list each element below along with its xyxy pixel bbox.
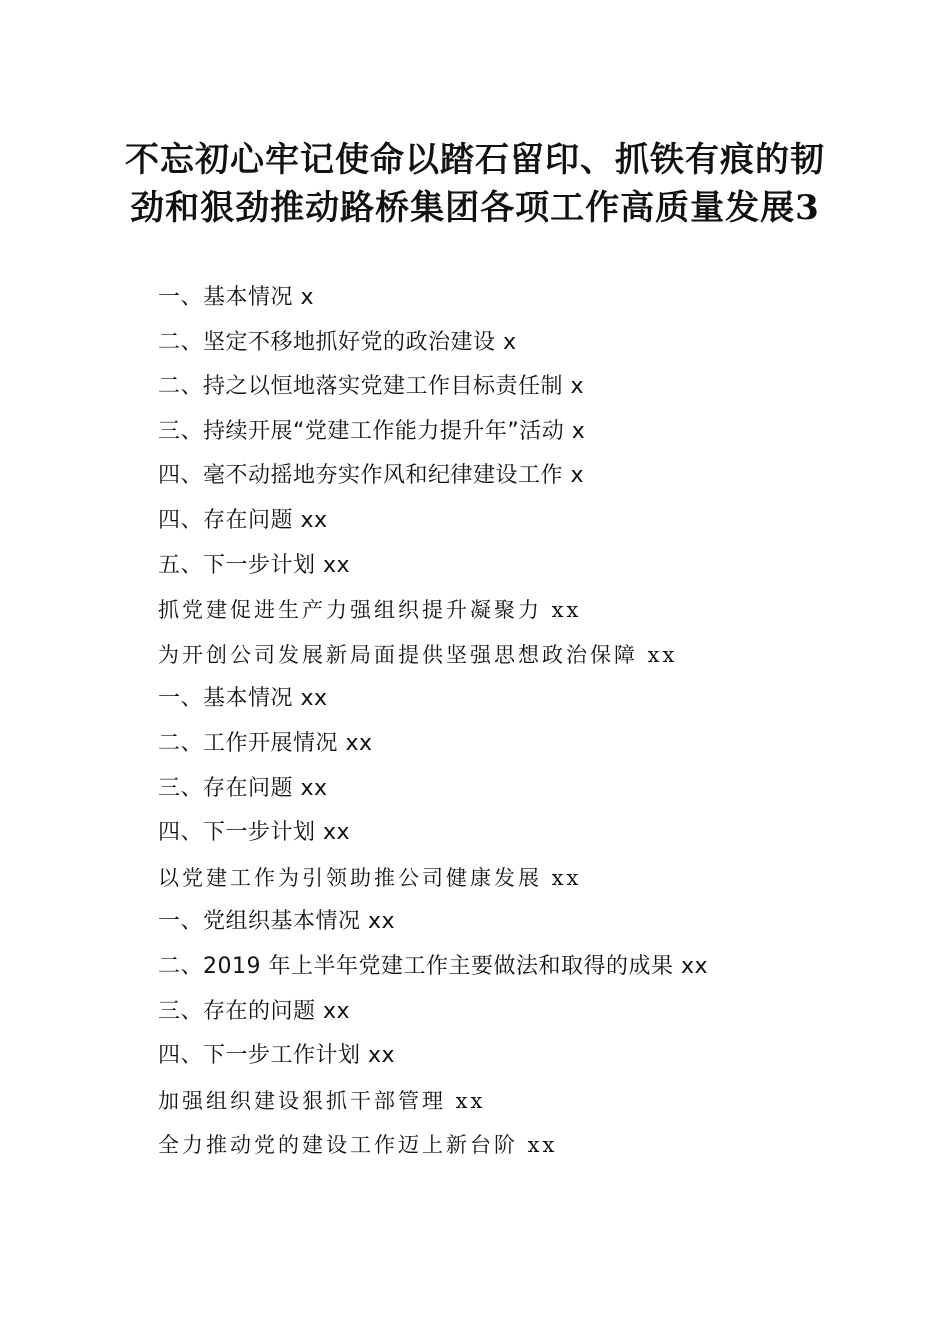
toc-article-title[interactable]: 全力推动党的建设工作迈上新台阶 xx — [158, 1133, 558, 1158]
toc-entry[interactable]: 三、持续开展“党建工作能力提升年”活动 x — [158, 418, 586, 444]
toc-entry[interactable]: 二、工作开展情况 xx — [158, 730, 373, 756]
toc-entry[interactable]: 一、党组织基本情况 xx — [158, 909, 396, 935]
document-title — [100, 136, 850, 232]
toc-entry[interactable]: 四、下一步工作计划 xx — [158, 1043, 396, 1069]
toc-article-title[interactable]: 加强组织建设狠抓干部管理 xx — [158, 1088, 486, 1113]
toc-entry[interactable]: 三、存在问题 xx — [158, 775, 328, 801]
toc-entry[interactable]: 一、基本情况 x — [158, 285, 315, 310]
toc-entry[interactable]: 四、毫不动摇地夯实作风和纪律建设工作 x — [158, 463, 585, 489]
table-of-contents — [158, 276, 858, 1168]
toc-article-title[interactable]: 抓党建促进生产力强组织提升凝聚力 xx — [158, 598, 582, 623]
toc-entry[interactable]: 二、2019 年上半年党建工作主要做法和取得的成果 xx — [158, 953, 709, 979]
toc-entry[interactable]: 二、坚定不移地抓好党的政治建设 x — [158, 329, 517, 355]
title-line-2: 劲和狠劲推动路桥集团各项工作高质量发展3 — [130, 188, 820, 228]
toc-entry[interactable]: 三、存在的问题 xx — [158, 998, 351, 1024]
toc-entry[interactable]: 四、下一步计划 xx — [158, 820, 351, 846]
toc-entry[interactable]: 四、存在问题 xx — [158, 507, 328, 533]
title-line-1: 不忘初心牢记使命以踏石留印、抓铁有痕的韧 — [125, 140, 825, 180]
toc-entry[interactable]: 五、下一步计划 xx — [158, 552, 351, 578]
toc-article-title[interactable]: 为开创公司发展新局面提供坚强思想政治保障 xx — [158, 642, 678, 667]
toc-entry[interactable]: 一、基本情况 xx — [158, 686, 328, 712]
toc-article-title[interactable]: 以党建工作为引领助推公司健康发展 xx — [158, 865, 582, 890]
toc-entry[interactable]: 二、持之以恒地落实党建工作目标责任制 x — [158, 374, 585, 400]
